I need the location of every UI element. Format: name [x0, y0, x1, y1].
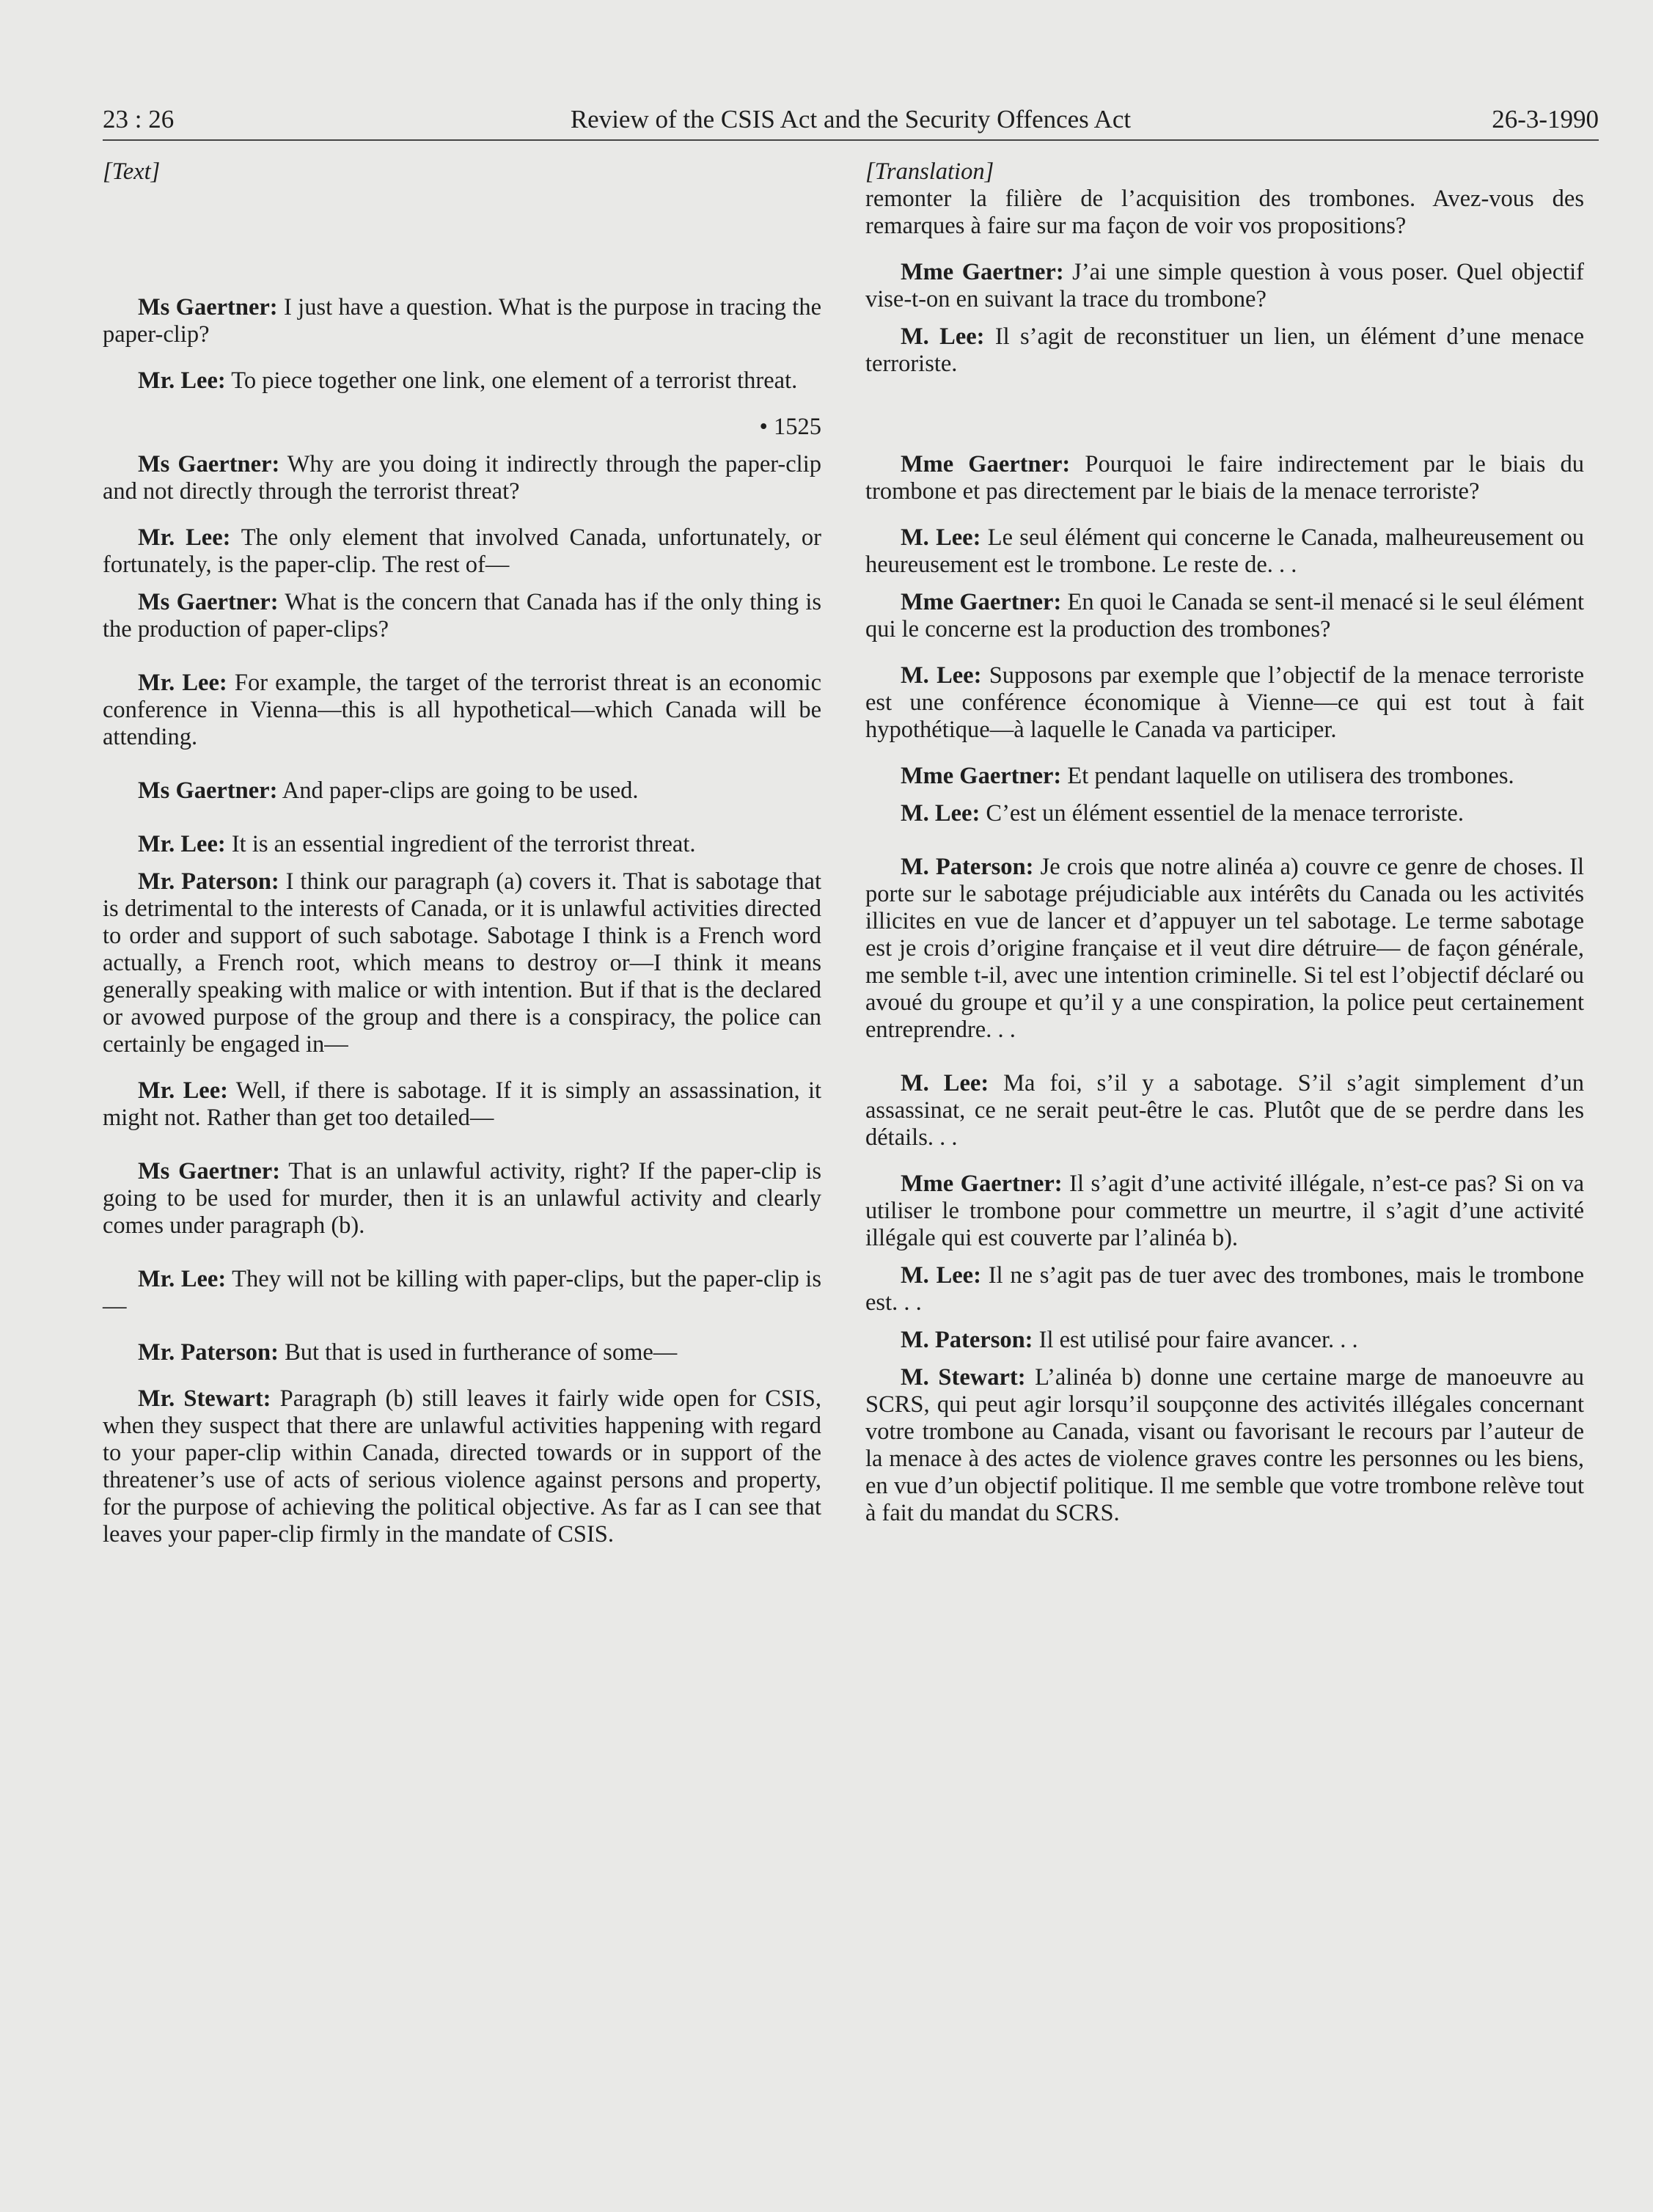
speaker-name: Mme Gaertner:	[901, 1171, 1063, 1197]
speech-paragraph	[865, 323, 1584, 378]
speaker-name: Ms Gaertner:	[138, 294, 278, 321]
speech-text: I just have a question. What is the purpose in tracing the paper-clip?	[103, 294, 821, 348]
speaker-name: Mme Gaertner:	[901, 589, 1062, 615]
speech-paragraph	[865, 1364, 1584, 1527]
speaker-name: Mr. Lee:	[138, 670, 227, 696]
speech-paragraph	[865, 1262, 1584, 1316]
speaker-name: Mme Gaertner:	[901, 259, 1064, 285]
speech-text: For example, the target of the terrorist threat is an economic conference in Vienna—this is all hypothetical—which Canada will be attending.	[103, 670, 821, 750]
translation-marker: [Translation]	[865, 158, 994, 185]
speaker-name: Ms Gaertner:	[138, 451, 280, 477]
text-marker: [Text]	[103, 158, 161, 185]
speaker-name: Ms Gaertner:	[138, 589, 279, 615]
speaker-name: M. Paterson:	[901, 1327, 1033, 1353]
speech-text: It is an essential ingredient of the terrorist threat.	[225, 831, 696, 857]
running-title: Review of the CSIS Act and the Security Offences Act	[570, 105, 1132, 133]
speech-paragraph	[103, 1077, 821, 1132]
speaker-name: Mme Gaertner:	[901, 451, 1071, 477]
speaker-name: M. Lee:	[901, 524, 981, 551]
continued-paragraph: remonter la filière de l’acquisition des trombones. Avez-vous des remarques à faire sur ma façon de voir vos propositions?	[865, 186, 1584, 239]
speaker-name: M. Stewart:	[901, 1364, 1026, 1391]
speaker-name: Mme Gaertner:	[901, 763, 1062, 789]
speech-paragraph	[865, 1171, 1584, 1252]
speech-text: Supposons par exemple que l’objectif de la menace terroriste est une conférence économique à Vienne—ce qui est tout à fait hypothétique—à laquelle le Canada va participer.	[865, 662, 1584, 743]
speech-paragraph	[865, 662, 1584, 744]
speech-text: J’ai une simple question à vous poser. Quel objectif vise-t-on en suivant la trace du trombone?	[865, 259, 1584, 312]
speaker-name: Mr. Lee:	[138, 524, 231, 551]
speech-text: Il ne s’agit pas de tuer avec des trombones, mais le trombone est. . .	[865, 1262, 1584, 1316]
speech-paragraph	[103, 294, 821, 348]
speech-text: C’est un élément essentiel de la menace terroriste.	[980, 800, 1464, 827]
speech-paragraph	[103, 1158, 821, 1239]
speech-paragraph	[103, 451, 821, 505]
speech-paragraph	[103, 831, 821, 858]
speech-text: And paper-clips are going to be used.	[277, 777, 639, 804]
speech-text: The only element that involved Canada, unfortunately, or fortunately, is the paper-clip. The rest of—	[103, 524, 821, 578]
speech-text: L’alinéa b) donne une certaine marge de manoeuvre au SCRS, qui peut agir lorsqu’il soupçonne des activités illégales concernant votre trombone au Canada, visant ou favorisant le recours par l’auteur de la menace à des actes de violence graves contre les personnes ou les biens, en vue d’un objectif politique. Il me semble que votre trombone relève tout à fait du mandat du SCRS.	[865, 1364, 1585, 1526]
speech-text: I think our paragraph (a) covers it. That is sabotage that is detrimental to the interests of Canada, or it is unlawful activities directed to order and support of such sabotage. Sabotage I think is a French word actually, a French root, which means to destroy or—I think it means generally speaking with malice or with intention. But if that is the declared or avowed purpose of the group and there is a conspiracy, the police can certainly be engaged in—	[103, 868, 821, 1058]
english-column	[103, 153, 821, 1548]
time-mark: • 1525	[759, 414, 821, 440]
speaker-name: Ms Gaertner:	[138, 777, 278, 804]
speech-text: To piece together one link, one element of a terrorist threat.	[225, 367, 798, 394]
speech-paragraph	[103, 670, 821, 751]
speech-paragraph	[865, 1327, 1584, 1354]
speech-text: Pourquoi le faire indirectement par le biais du trombone et pas directement par le biais de la menace terroriste?	[865, 451, 1584, 505]
speech-text: But that is used in furtherance of some—	[278, 1339, 678, 1366]
speech-paragraph	[865, 854, 1584, 1044]
page-header	[103, 101, 1599, 138]
speaker-name: M. Lee:	[901, 662, 982, 689]
speech-paragraph	[103, 524, 821, 579]
speaker-name: M. Lee:	[901, 1262, 981, 1289]
header-rule	[103, 139, 1599, 141]
speech-paragraph	[103, 777, 821, 805]
speech-paragraph	[865, 763, 1584, 790]
speaker-name: M. Lee:	[901, 800, 981, 827]
speaker-name: Mr. Paterson:	[138, 1339, 279, 1366]
speech-text: Il s’agit de reconstituer un lien, un élément d’une menace terroriste.	[865, 323, 1584, 377]
speech-paragraph	[865, 524, 1584, 579]
speech-text: Paragraph (b) still leaves it fairly wide open for CSIS, when they suspect that there are unlawful activities happening with regard to your paper-clip within Canada, directed towards or in support of the threatener’s use of acts of serious violence against persons and property, for the purpose of achieving the political objective. As far as I can see that leaves your paper-clip firmly in the mandate of CSIS.	[103, 1385, 821, 1548]
speech-paragraph	[103, 1339, 821, 1366]
speech-text: Le seul élément qui concerne le Canada, malheureusement ou heureusement est le trombone. Le reste de. . .	[865, 524, 1584, 578]
speech-text: En quoi le Canada se sent-il menacé si le seul élément qui le concerne est la production des trombones?	[865, 589, 1584, 642]
speech-text: Il s’agit d’une activité illégale, n’est-ce pas? Si on va utiliser le trombone pour commettre un meurtre, il s’agit d’une activité illégale qui est couverte par l’alinéa b).	[865, 1171, 1585, 1251]
speech-text: That is an unlawful activity, right? If the paper-clip is going to be used for murder, then it is an unlawful activity and clearly comes under paragraph (b).	[103, 1158, 821, 1239]
speech-paragraph	[103, 589, 821, 643]
speaker-name: Mr. Lee:	[138, 1077, 228, 1104]
speech-paragraph	[103, 1266, 821, 1320]
speech-paragraph	[865, 1070, 1584, 1151]
speech-text: They will not be killing with paper-clips, but the paper-clip is—	[103, 1266, 821, 1319]
speech-text: Well, if there is sabotage. If it is simply an assassination, it might not. Rather than get too detailed—	[103, 1077, 822, 1131]
speech-text: Il est utilisé pour faire avancer. . .	[1033, 1327, 1358, 1353]
speech-text: Et pendant laquelle on utilisera des trombones.	[1061, 763, 1514, 789]
speaker-name: Mr. Paterson:	[138, 868, 279, 895]
speech-paragraph	[103, 1385, 821, 1548]
speech-paragraph	[865, 259, 1584, 313]
speech-paragraph	[865, 589, 1584, 643]
speech-text: Ma foi, s’il y a sabotage. S’il s’agit simplement d’un assassinat, ce ne serait peut-être le cas. Plutôt que de se perdre dans les détails. . .	[865, 1070, 1584, 1151]
speech-paragraph	[103, 367, 821, 395]
speech-paragraph	[103, 868, 821, 1058]
speaker-name: M. Lee:	[901, 323, 985, 350]
french-column	[865, 153, 1584, 1527]
speaker-name: Mr. Stewart:	[138, 1385, 271, 1412]
speech-text: Je crois que notre alinéa a) couvre ce genre de choses. Il porte sur le sabotage préjudiciable aux intérêts du Canada ou les activités illicites en vue de lancer et d’appuyer un tel sabotage. Le terme sabotage est je crois d’origine française et il veut dire détruire— de façon générale, me semble t-il, avec une intention criminelle. Si tel est l’objectif déclaré ou avoué du groupe et qu’il y a une conspiration, la police peut certainement entreprendre. . .	[865, 854, 1585, 1043]
speaker-name: M. Lee:	[901, 1070, 989, 1096]
speaker-name: M. Paterson:	[901, 854, 1034, 880]
speaker-name: Mr. Lee:	[138, 367, 226, 394]
speaker-name: Mr. Lee:	[138, 831, 226, 857]
speech-paragraph	[865, 451, 1584, 505]
speech-text: Why are you doing it indirectly through the paper-clip and not directly through the terrorist threat?	[103, 451, 821, 505]
speaker-name: Mr. Lee:	[138, 1266, 227, 1292]
speaker-name: Ms Gaertner:	[138, 1158, 281, 1184]
speech-text: What is the concern that Canada has if the only thing is the production of paper-clips?	[103, 589, 822, 642]
speech-paragraph	[865, 800, 1584, 827]
page-number: 23 : 26	[103, 105, 175, 133]
session-date: 26-3-1990	[1492, 105, 1599, 133]
